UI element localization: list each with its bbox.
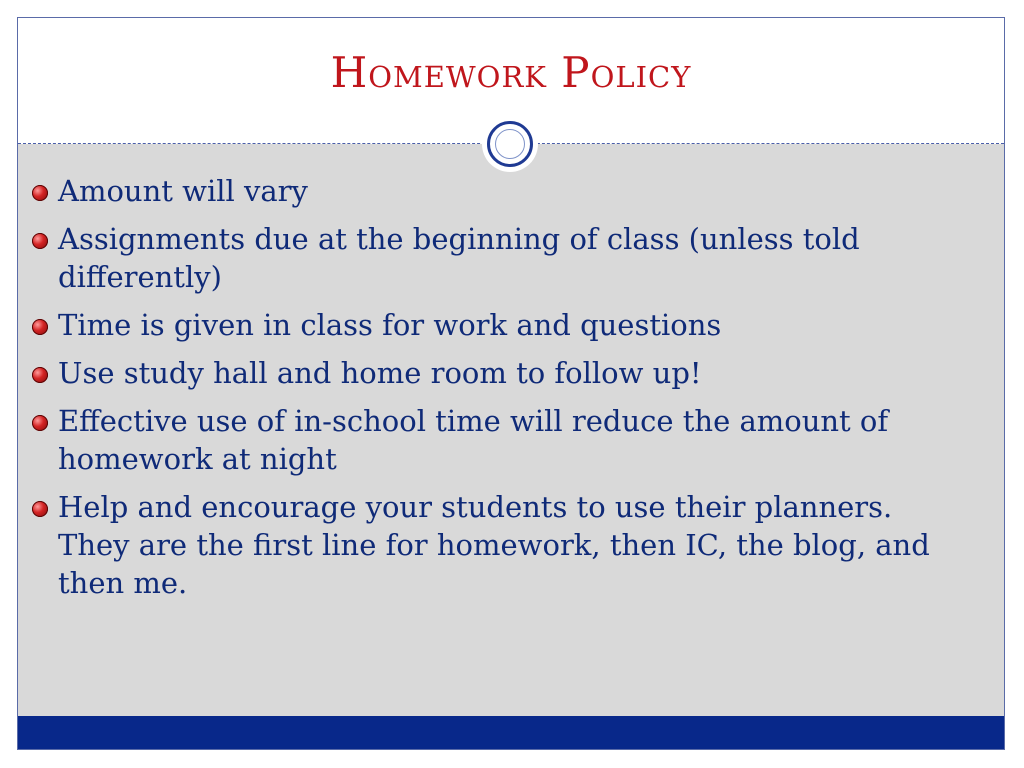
- bullet-item: [28, 220, 948, 296]
- ornament-ring: [487, 121, 533, 167]
- red-sphere-bullet-icon: [32, 501, 48, 517]
- bullet-list: [28, 172, 948, 612]
- bullet-text: Assignments due at the beginning of class (unless told differently): [58, 222, 860, 294]
- red-sphere-bullet-icon: [32, 319, 48, 335]
- circle-ornament-icon: [482, 116, 538, 172]
- bullet-text: Amount will vary: [58, 174, 308, 208]
- bullet-item: [28, 488, 948, 602]
- bullet-text: Help and encourage your students to use their planners. They are the first line for homework, then IC, the blog, and then me.: [58, 490, 930, 600]
- bullet-text: Use study hall and home room to follow up!: [58, 356, 702, 390]
- bullet-item: [28, 306, 948, 344]
- ornament-inner-ring: [495, 129, 525, 159]
- red-sphere-bullet-icon: [32, 233, 48, 249]
- bullet-item: [28, 172, 948, 210]
- red-sphere-bullet-icon: [32, 185, 48, 201]
- bullet-item: [28, 402, 948, 478]
- footer-bar: [18, 716, 1004, 750]
- red-sphere-bullet-icon: [32, 367, 48, 383]
- bullet-item: [28, 354, 948, 392]
- bullet-text: Effective use of in-school time will reduce the amount of homework at night: [58, 404, 889, 476]
- bullet-text: Time is given in class for work and questions: [58, 308, 722, 342]
- slide-title: Homework Policy: [330, 48, 692, 97]
- red-sphere-bullet-icon: [32, 415, 48, 431]
